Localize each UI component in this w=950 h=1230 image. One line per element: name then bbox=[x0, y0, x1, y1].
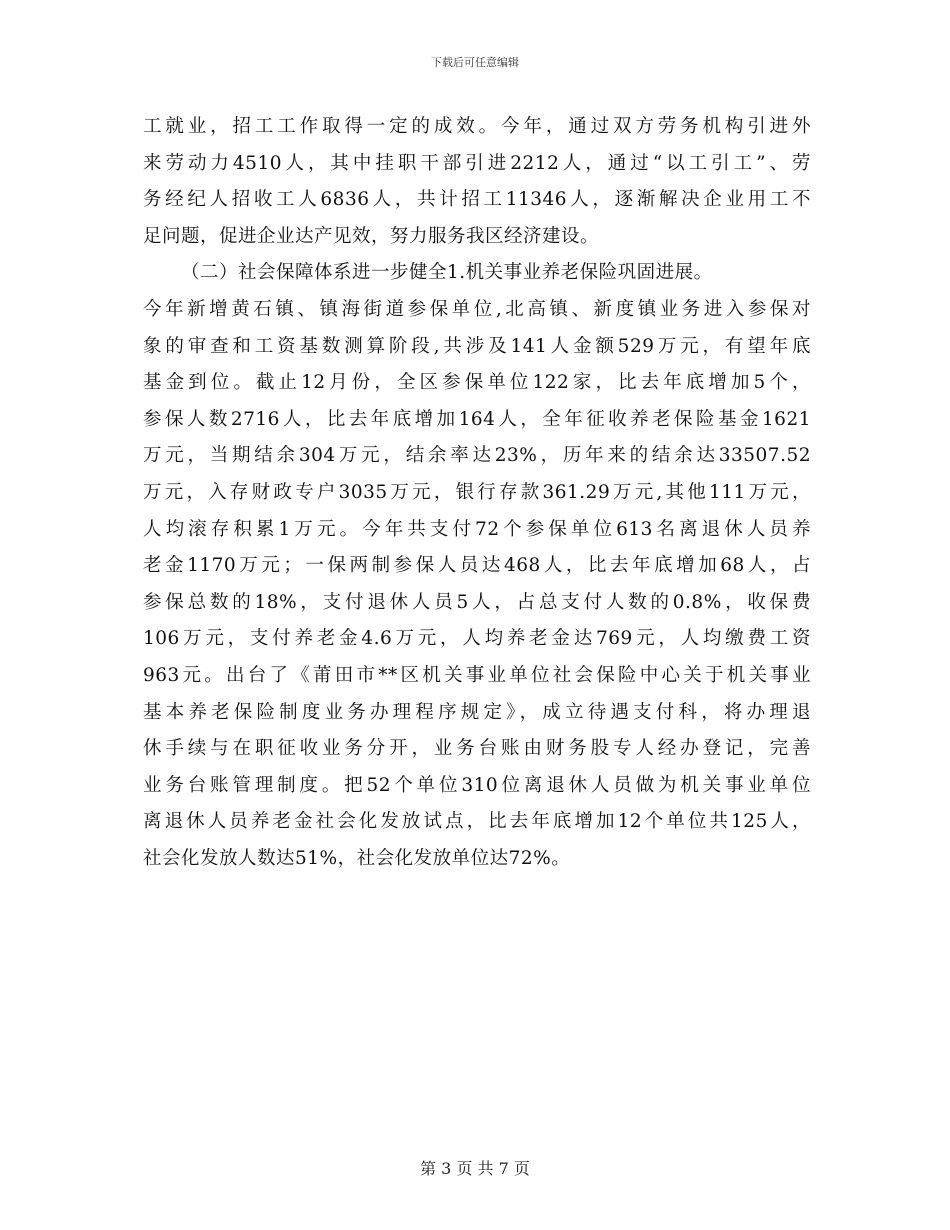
paragraph-1-line-4: 足问题，促进企业达产见效，努力服务我区经济建设。 bbox=[143, 225, 600, 247]
paragraph-2-line-17: 社会化发放人数达51%，社会化发放单位达72%。 bbox=[143, 847, 571, 869]
paragraph-2-line-3: 象的审查和工资基数测算阶段,共涉及141人金额529万元，有望年底 bbox=[143, 335, 811, 357]
page-header-note: 下载后可任意编辑 bbox=[431, 56, 519, 69]
paragraph-2-line-12: 963元。出台了《莆田市**区机关事业单位社会保险中心关于机关事业 bbox=[143, 664, 811, 686]
document-body bbox=[143, 109, 811, 877]
paragraph-1-line-1: 工就业，招工工作取得一定的成效。今年，通过双方劳务机构引进外 bbox=[143, 116, 811, 137]
paragraph-2-line-10: 参保总数的18%，支付退休人员5人，占总支付人数的0.8%，收保费 bbox=[143, 591, 811, 613]
paragraph-2-line-8: 人均滚存积累1万元。今年共支付72个参保单位613名离退休人员养 bbox=[143, 518, 811, 540]
paragraph-2-line-13: 基本养老保险制度业务办理程序规定》，成立待遇支付科，将办理退 bbox=[143, 701, 811, 723]
paragraph-2-line-6: 万元，当期结余304万元，结余率达23%，历年来的结余达33507.52 bbox=[143, 445, 811, 467]
paragraph-2-line-11: 106万元，支付养老金4.6万元，人均养老金达769元，人均缴费工资 bbox=[143, 628, 811, 650]
paragraph-2-line-9: 老金1170万元；一保两制参保人员达468人，比去年底增加68人，占 bbox=[143, 555, 811, 577]
paragraph-2-line-1: （二）社会保障体系进一步健全1.机关事业养老保险巩固进展。 bbox=[181, 262, 713, 284]
paragraph-2-line-5: 参保人数2716人，比去年底增加164人，全年征收养老保险基金1621 bbox=[143, 408, 811, 430]
paragraph-1-line-3: 务经纪人招收工人6836人，共计招工11346人，逐渐解决企业用工不 bbox=[143, 189, 811, 211]
paragraph-2-line-4: 基金到位。截止12月份，全区参保单位122家，比去年底增加5个， bbox=[143, 372, 811, 394]
paragraph-2-line-14: 休手续与在职征收业务分开，业务台账由财务股专人经办登记，完善 bbox=[143, 738, 811, 760]
paragraph-2-line-16: 离退休人员养老金社会化发放试点，比去年底增加12个单位共125人， bbox=[143, 811, 811, 833]
paragraph-2-line-2: 今年新增黄石镇、镇海街道参保单位,北高镇、新度镇业务进入参保对 bbox=[143, 298, 811, 320]
paragraph-2-line-7: 万元，入存财政专户3035万元，银行存款361.29万元,其他111万元， bbox=[143, 481, 811, 503]
paragraph-2-line-15: 业务台账管理制度。把52个单位310位离退休人员做为机关事业单位 bbox=[143, 774, 811, 796]
page-number-footer: 第 3 页 共 7 页 bbox=[420, 1159, 530, 1178]
paragraph-1-line-2: 来劳动力4510人，其中挂职干部引进2212人，通过“以工引工”、劳 bbox=[143, 152, 811, 174]
